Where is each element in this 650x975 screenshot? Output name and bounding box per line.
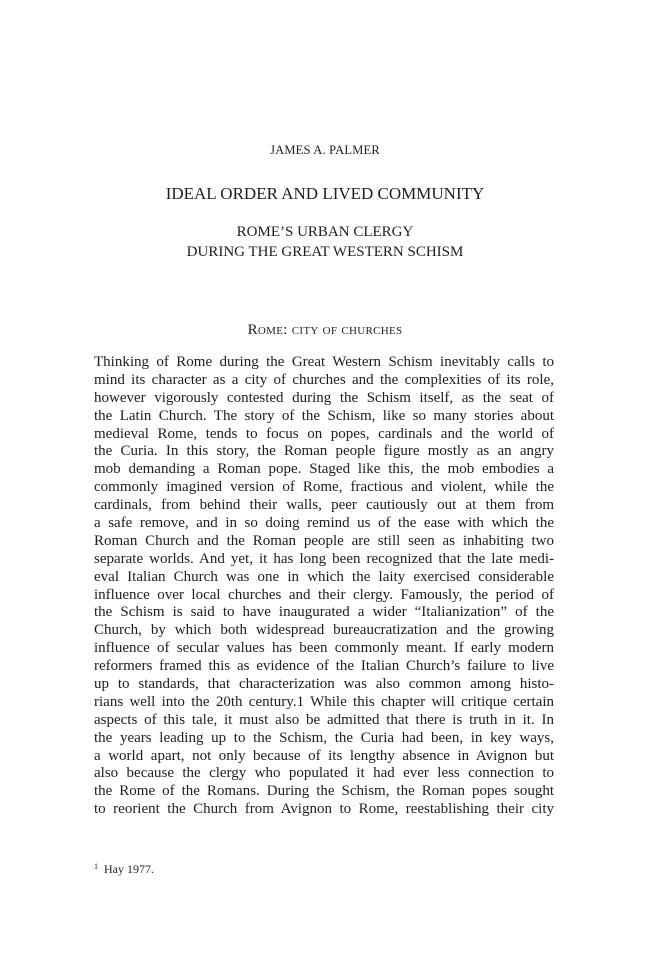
body-line: also because the clergy who populated it had ever less connection to [94,765,554,782]
body-line: mob demanding a Roman pope. Staged like this, the mob embodies a [94,461,554,478]
body-line: rians well into the 20th century.1 While this chapter will critique certain [94,693,554,710]
body-line: aspects of this tale, it must also be admitted that there is truth in it. In [94,711,554,728]
subtitle-line: ROME’S URBAN CLERGY [236,224,414,240]
author-name: JAMES A. PALMER [270,143,380,157]
body-line: the Schism is said to have inaugurated a wider “Italianization” of the [94,604,554,621]
body-line: influence over local churches and their clergy. Famously, the period of [94,586,554,603]
section-heading: Rome: city of churches [247,322,403,338]
body-line: the Curia. In this story, the Roman people figure mostly as an angry [94,443,554,460]
body-line: mind its character as a city of churches and the complexities of its role, [94,371,554,388]
body-line: to reorient the Church from Avignon to Rome, reestablishing their city [94,801,554,818]
body-line: influence of secular values has been commonly meant. If early modern [94,640,554,657]
body-line: Roman Church and the Roman people are still seen as inhabiting two [94,532,554,549]
footnote [94,862,154,877]
body-line: reformers framed this as evidence of the Italian Church’s failure to live [94,658,554,675]
body-line: however vigorously contested during the Schism itself, as the seat of [94,389,554,406]
footnote-text: Hay 1977. [104,862,154,876]
subtitle-line: DURING THE GREAT WESTERN SCHISM [186,244,464,260]
body-line: up to standards, that characterization was also common among histo- [94,676,554,693]
footnote-number: 1 [94,862,98,871]
body-line: the Latin Church. The story of the Schism, like so many stories about [94,407,554,424]
body-line: cardinals, from behind their walls, peer cautiously out at them from [94,497,554,514]
body-line: a safe remove, and in so doing remind us of the ease with which the [94,515,554,532]
body-line: commonly imagined version of Rome, fractious and violent, while the [94,479,554,496]
body-line: Church, by which both widespread bureaucratization and the growing [94,622,554,639]
body-line: eval Italian Church was one in which the laity exercised considerable [94,568,554,585]
body-line: Thinking of Rome during the Great Western Schism inevitably calls to [94,354,554,370]
body-line: a world apart, not only because of its lengthy absence in Avignon but [94,747,554,764]
body-line: medieval Rome, tends to focus on popes, cardinals and the world of [94,425,554,442]
body-line: the years leading up to the Schism, the Curia had been, in key ways, [94,729,554,746]
chapter-title: IDEAL ORDER AND LIVED COMMUNITY [165,184,485,203]
body-line: the Rome of the Romans. During the Schism, the Roman popes sought [94,783,554,800]
body-paragraph [94,354,554,819]
body-line: separate worlds. And yet, it has long been recognized that the late medi- [94,550,554,567]
chapter-subtitle [0,222,650,262]
